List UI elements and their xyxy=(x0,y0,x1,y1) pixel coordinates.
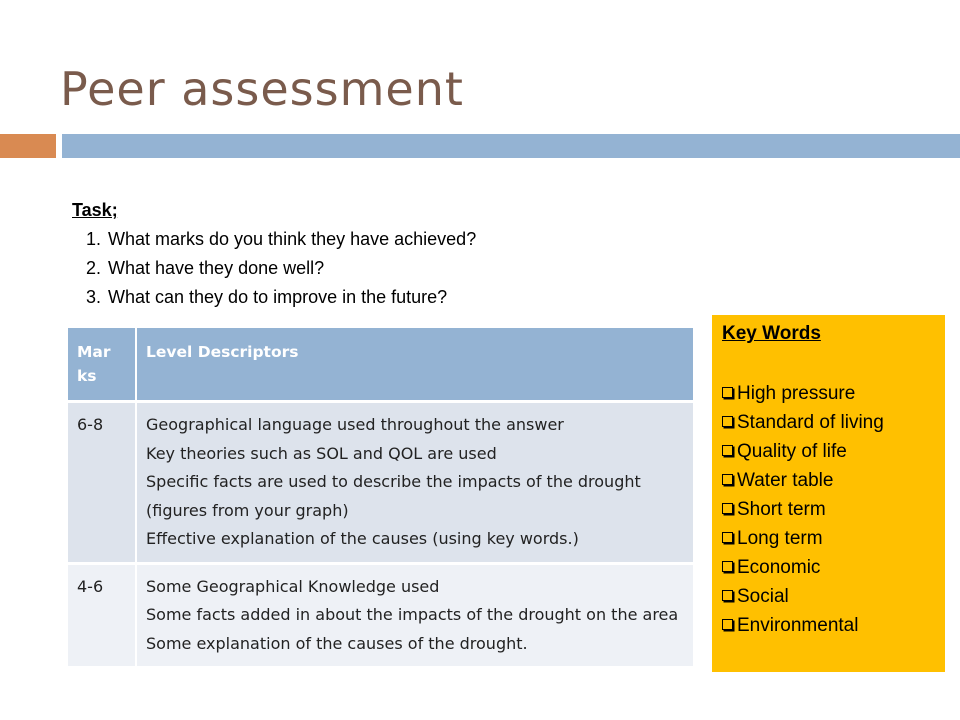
descriptor-line: Geographical language used throughout the answer xyxy=(146,415,564,434)
key-word-item xyxy=(722,408,884,437)
key-word-item xyxy=(722,495,884,524)
key-word-label: Social xyxy=(737,586,789,607)
key-word-item xyxy=(722,379,884,408)
key-words-list xyxy=(722,379,884,640)
checkbox-icon xyxy=(722,416,733,427)
marks-cell: 6-8 xyxy=(68,402,136,564)
descriptor-line: Key theories such as SOL and QOL are used xyxy=(146,443,497,463)
key-word-label: Long term xyxy=(737,528,823,549)
checkbox-icon xyxy=(722,445,733,456)
table-row xyxy=(68,563,694,666)
task-question: 2. What have they done well? xyxy=(106,254,476,283)
task-heading: Task; xyxy=(72,200,118,220)
key-word-label: Short term xyxy=(737,499,826,520)
key-word-item xyxy=(722,611,884,640)
checkbox-icon xyxy=(722,619,733,630)
task-question-list xyxy=(72,225,476,312)
checkbox-icon xyxy=(722,532,733,543)
checkbox-icon xyxy=(722,474,733,485)
key-word-label: Economic xyxy=(737,557,821,578)
task-section xyxy=(72,196,476,312)
key-word-item xyxy=(722,524,884,553)
accent-bar-orange xyxy=(0,134,56,158)
key-word-label: Environmental xyxy=(737,615,859,636)
marks-cell: 4-6 xyxy=(68,563,136,666)
descriptor-cell xyxy=(136,402,694,564)
table-header-row xyxy=(68,328,694,402)
key-word-label: Water table xyxy=(737,470,834,491)
checkbox-icon xyxy=(722,503,733,514)
descriptor-line: Some explanation of the causes of the drought. xyxy=(146,633,528,653)
column-header-marks: Mar ks xyxy=(68,328,136,402)
key-word-item xyxy=(722,582,884,611)
key-word-item xyxy=(722,466,884,495)
accent-bar-blue xyxy=(62,134,960,158)
task-question: 1. What marks do you think they have achieved? xyxy=(106,225,476,254)
descriptor-line: Some facts added in about the impacts of the drought on the area xyxy=(146,605,679,624)
key-word-item xyxy=(722,553,884,582)
key-word-label: Quality of life xyxy=(737,441,847,462)
key-words-heading: Key Words xyxy=(722,323,821,344)
checkbox-icon xyxy=(722,561,733,572)
task-question: 3. What can they do to improve in the future? xyxy=(106,283,476,312)
descriptor-cell xyxy=(136,563,694,666)
key-word-label: High pressure xyxy=(737,383,856,404)
descriptor-line: Some Geographical Knowledge used xyxy=(146,576,440,596)
level-descriptors-table xyxy=(68,328,695,666)
key-words-box xyxy=(712,315,945,672)
key-word-label: Standard of living xyxy=(737,412,884,433)
descriptor-line: Specific facts are used to describe the impacts of the drought (figures from your graph) xyxy=(146,472,641,520)
column-header-descriptors: Level Descriptors xyxy=(136,328,694,402)
page-title: Peer assessment xyxy=(60,62,464,116)
key-word-item xyxy=(722,437,884,466)
table-row xyxy=(68,402,694,564)
descriptor-line: Effective explanation of the causes (using key words.) xyxy=(146,529,579,548)
checkbox-icon xyxy=(722,590,733,601)
checkbox-icon xyxy=(722,387,733,398)
